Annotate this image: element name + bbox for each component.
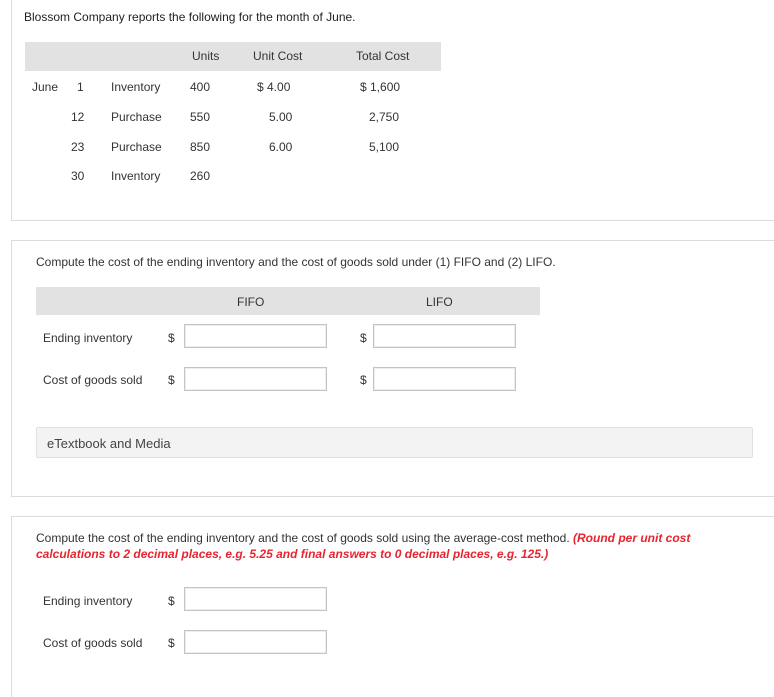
currency-symbol: $ (168, 331, 175, 345)
avg-cogs-input[interactable] (184, 630, 327, 654)
question-text: Compute the cost of the ending inventory and the cost of goods sold using the average-cost method. (36, 531, 570, 545)
header-total-cost: Total Cost (356, 49, 410, 63)
average-cost-question (36, 530, 726, 562)
header-units: Units (192, 49, 220, 63)
lifo-cogs-input[interactable] (373, 367, 516, 391)
fifo-lifo-question: Compute the cost of the ending inventory and the cost of goods sold under (1) FIFO and (2) LIFO. (36, 255, 556, 269)
etextbook-label: eTextbook and Media (47, 436, 171, 451)
col-fifo: FIFO (237, 295, 265, 309)
currency-symbol: $ (168, 636, 175, 650)
intro-text: Blossom Company reports the following for the month of June. (24, 10, 356, 24)
cogs-label: Cost of goods sold (43, 373, 143, 387)
currency-symbol: $ (360, 373, 367, 387)
lifo-ending-inventory-input[interactable] (373, 324, 516, 348)
fifo-ending-inventory-input[interactable] (184, 324, 327, 348)
ending-inventory-label: Ending inventory (43, 594, 133, 608)
header-unit-cost: Unit Cost (253, 49, 303, 63)
avg-ending-inventory-input[interactable] (184, 587, 327, 611)
etextbook-media-link[interactable] (36, 427, 753, 458)
cogs-label: Cost of goods sold (43, 636, 143, 650)
month-label: June (32, 80, 59, 94)
answer-header-bar (36, 287, 540, 315)
col-lifo: LIFO (426, 295, 453, 309)
ending-inventory-label: Ending inventory (43, 331, 133, 345)
currency-symbol: $ (168, 594, 175, 608)
rounding-note: (Round per unit cost calculations to 2 decimal places, e.g. 5.25 and final answers to 0 decimal places, e.g. 125.) (36, 531, 691, 561)
currency-symbol: $ (360, 331, 367, 345)
currency-symbol: $ (168, 373, 175, 387)
fifo-cogs-input[interactable] (184, 367, 327, 391)
